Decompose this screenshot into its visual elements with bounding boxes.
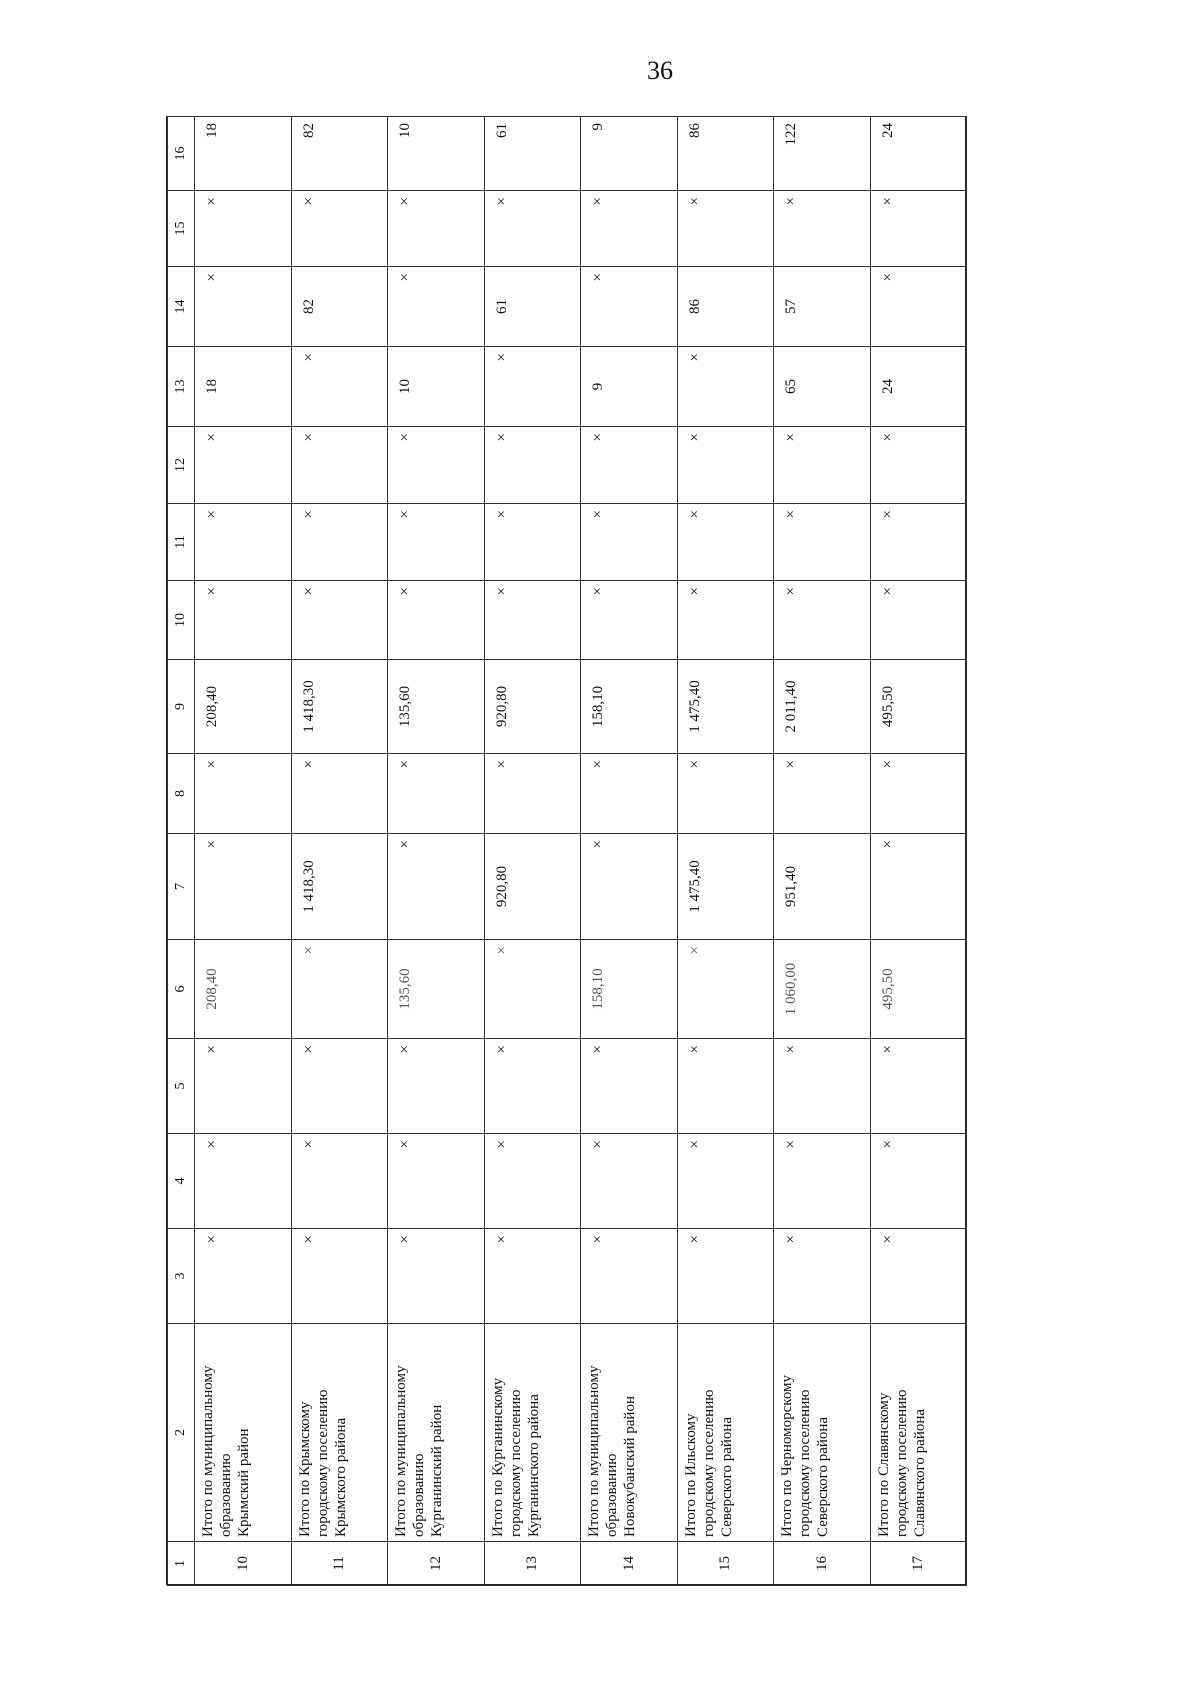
value-cell-col-14: 86	[677, 267, 773, 347]
municipality-name-line: Северского района	[815, 1416, 832, 1537]
value-cell-col-9: 920,80	[484, 660, 580, 754]
value-cell-col-9: 1 418,30	[291, 660, 387, 754]
value-cell-col-7: 1 418,30	[291, 834, 387, 940]
municipality-name-line: городскому поселению	[797, 1389, 814, 1537]
value-cell-col-16: 61	[484, 117, 580, 191]
row-number: 13	[484, 1542, 580, 1586]
value-cell-col-5: ×	[291, 1039, 387, 1134]
value-cell-col-11: ×	[388, 504, 484, 581]
value-cell-col-6: ×	[484, 940, 580, 1039]
value-cell-col-15: ×	[388, 191, 484, 267]
value-cell-col-15: ×	[195, 191, 291, 267]
row-number: 12	[388, 1542, 484, 1586]
municipality-name-line: Курганинский район	[429, 1404, 446, 1537]
municipality-name-line: Итого по Черноморскому	[779, 1374, 796, 1537]
row-number: 14	[581, 1542, 677, 1586]
value-cell-col-10: ×	[870, 581, 966, 660]
value-cell-col-9: 208,40	[195, 660, 291, 754]
value-cell-col-8: ×	[195, 754, 291, 834]
table-row	[195, 117, 291, 1586]
value-cell-col-7: 1 475,40	[677, 834, 773, 940]
value-cell-col-5: ×	[195, 1039, 291, 1134]
value-cell-col-7: ×	[388, 834, 484, 940]
municipality-name-line: Курганинского района	[525, 1394, 542, 1537]
value-cell-col-10: ×	[291, 581, 387, 660]
value-cell-col-12: ×	[195, 427, 291, 504]
value-cell-col-14: ×	[870, 267, 966, 347]
value-cell-col-6: 495,50	[870, 940, 966, 1039]
value-cell-col-10: ×	[388, 581, 484, 660]
municipality-name-line: Северского района	[718, 1416, 735, 1537]
value-cell-col-12: ×	[581, 427, 677, 504]
value-cell-col-14: 57	[774, 267, 870, 347]
value-cell-col-15: ×	[581, 191, 677, 267]
municipality-name-line: Славянского района	[911, 1408, 928, 1537]
row-number: 17	[870, 1542, 966, 1586]
value-cell-col-8: ×	[388, 754, 484, 834]
value-cell-col-4: ×	[195, 1134, 291, 1229]
value-cell-col-9: 1 475,40	[677, 660, 773, 754]
row-number: 11	[291, 1542, 387, 1586]
municipality-name-line: Итого по Курганинскому	[489, 1377, 506, 1537]
value-cell-col-13: ×	[677, 347, 773, 427]
header-cell: 2	[168, 1324, 195, 1542]
value-cell-col-10: ×	[195, 581, 291, 660]
value-cell-col-16: 10	[388, 117, 484, 191]
value-cell-col-6: ×	[677, 940, 773, 1039]
value-cell-col-13: ×	[291, 347, 387, 427]
municipality-name-line: образованию	[604, 1453, 621, 1537]
value-cell-col-6: ×	[291, 940, 387, 1039]
table-row	[581, 117, 677, 1586]
value-cell-col-7: ×	[195, 834, 291, 940]
value-cell-col-3: ×	[291, 1229, 387, 1324]
page-number: 36	[647, 56, 673, 85]
value-cell-col-4: ×	[291, 1134, 387, 1229]
value-cell-col-5: ×	[484, 1039, 580, 1134]
value-cell-col-14: ×	[388, 267, 484, 347]
value-cell-col-10: ×	[677, 581, 773, 660]
municipality-name	[291, 1324, 387, 1542]
header-cell: 3	[168, 1229, 195, 1324]
value-cell-col-11: ×	[774, 504, 870, 581]
value-cell-col-8: ×	[291, 754, 387, 834]
row-number: 10	[195, 1542, 291, 1586]
value-cell-col-4: ×	[870, 1134, 966, 1229]
row-number: 15	[677, 1542, 773, 1586]
value-cell-col-15: ×	[870, 191, 966, 267]
rotated-table-wrapper	[167, 117, 967, 1586]
value-cell-col-16: 122	[774, 117, 870, 191]
value-cell-col-7: ×	[870, 834, 966, 940]
value-cell-col-12: ×	[774, 427, 870, 504]
value-cell-col-16: 24	[870, 117, 966, 191]
value-cell-col-10: ×	[581, 581, 677, 660]
value-cell-col-3: ×	[195, 1229, 291, 1324]
municipality-name-line: Итого по муниципальному	[200, 1365, 217, 1537]
value-cell-col-5: ×	[388, 1039, 484, 1134]
value-cell-col-15: ×	[774, 191, 870, 267]
municipality-name-line: городскому поселению	[893, 1389, 910, 1537]
header-cell: 11	[168, 504, 195, 581]
value-cell-col-4: ×	[774, 1134, 870, 1229]
municipality-name	[581, 1324, 677, 1542]
value-cell-col-8: ×	[484, 754, 580, 834]
value-cell-col-6: 1 060,00	[774, 940, 870, 1039]
municipality-name-line: Итого по Крымскому	[296, 1401, 313, 1537]
value-cell-col-14: ×	[581, 267, 677, 347]
value-cell-col-8: ×	[870, 754, 966, 834]
header-cell: 10	[168, 581, 195, 660]
value-cell-col-3: ×	[774, 1229, 870, 1324]
value-cell-col-16: 86	[677, 117, 773, 191]
value-cell-col-3: ×	[484, 1229, 580, 1324]
value-cell-col-13: ×	[484, 347, 580, 427]
value-cell-col-16: 18	[195, 117, 291, 191]
header-cell: 1	[168, 1542, 195, 1586]
municipality-name	[774, 1324, 870, 1542]
value-cell-col-3: ×	[870, 1229, 966, 1324]
municipality-name-line: Итого по Славянскому	[875, 1392, 892, 1537]
header-cell: 7	[168, 834, 195, 940]
value-cell-col-4: ×	[581, 1134, 677, 1229]
municipality-name-line: Итого по муниципальному	[586, 1365, 603, 1537]
value-cell-col-4: ×	[388, 1134, 484, 1229]
municipality-name-line: Итого по муниципальному	[393, 1365, 410, 1537]
value-cell-col-13: 10	[388, 347, 484, 427]
value-cell-col-9: 135,60	[388, 660, 484, 754]
value-cell-col-14: ×	[195, 267, 291, 347]
value-cell-col-6: 158,10	[581, 940, 677, 1039]
municipality-name-line: образованию	[218, 1453, 235, 1537]
municipality-name-line: Крымский район	[236, 1428, 253, 1537]
value-cell-col-13: 65	[774, 347, 870, 427]
table-row	[291, 117, 387, 1586]
municipality-name	[484, 1324, 580, 1542]
value-cell-col-6: 208,40	[195, 940, 291, 1039]
value-cell-col-11: ×	[291, 504, 387, 581]
value-cell-col-10: ×	[774, 581, 870, 660]
municipality-name-line: городскому поселению	[507, 1389, 524, 1537]
value-cell-col-12: ×	[870, 427, 966, 504]
table-row	[484, 117, 580, 1586]
municipality-name-line: городскому поселению	[700, 1389, 717, 1537]
header-cell: 9	[168, 660, 195, 754]
value-cell-col-5: ×	[677, 1039, 773, 1134]
column-number-header	[168, 117, 195, 1586]
value-cell-col-4: ×	[677, 1134, 773, 1229]
value-cell-col-7: 951,40	[774, 834, 870, 940]
value-cell-col-5: ×	[581, 1039, 677, 1134]
value-cell-col-5: ×	[774, 1039, 870, 1134]
value-cell-col-11: ×	[581, 504, 677, 581]
value-cell-col-9: 158,10	[581, 660, 677, 754]
municipality-name	[870, 1324, 966, 1542]
value-cell-col-8: ×	[774, 754, 870, 834]
value-cell-col-15: ×	[484, 191, 580, 267]
municipality-name	[388, 1324, 484, 1542]
value-cell-col-14: 82	[291, 267, 387, 347]
value-cell-col-7: 920,80	[484, 834, 580, 940]
summary-table	[167, 116, 967, 1586]
value-cell-col-13: 24	[870, 347, 966, 427]
value-cell-col-15: ×	[291, 191, 387, 267]
value-cell-col-12: ×	[388, 427, 484, 504]
table-row	[870, 117, 966, 1586]
value-cell-col-11: ×	[195, 504, 291, 581]
municipality-name-line: Крымского района	[332, 1417, 349, 1537]
header-cell: 12	[168, 427, 195, 504]
value-cell-col-6: 135,60	[388, 940, 484, 1039]
value-cell-col-11: ×	[677, 504, 773, 581]
value-cell-col-12: ×	[677, 427, 773, 504]
municipality-name-line: городскому поселению	[314, 1389, 331, 1537]
municipality-name-line: Новокубанский район	[622, 1396, 639, 1537]
rotated-table-frame	[166, 116, 966, 1585]
value-cell-col-16: 82	[291, 117, 387, 191]
value-cell-col-5: ×	[870, 1039, 966, 1134]
table-row	[677, 117, 773, 1586]
value-cell-col-13: 9	[581, 347, 677, 427]
value-cell-col-10: ×	[484, 581, 580, 660]
value-cell-col-16: 9	[581, 117, 677, 191]
header-cell: 13	[168, 347, 195, 427]
value-cell-col-7: ×	[581, 834, 677, 940]
municipality-name	[677, 1324, 773, 1542]
value-cell-col-13: 18	[195, 347, 291, 427]
header-cell: 8	[168, 754, 195, 834]
value-cell-col-8: ×	[581, 754, 677, 834]
header-cell: 15	[168, 191, 195, 267]
municipality-name-line: Итого по Ильскому	[682, 1413, 699, 1537]
header-cell: 5	[168, 1039, 195, 1134]
row-number: 16	[774, 1542, 870, 1586]
value-cell-col-14: 61	[484, 267, 580, 347]
value-cell-col-3: ×	[677, 1229, 773, 1324]
header-cell: 16	[168, 117, 195, 191]
value-cell-col-4: ×	[484, 1134, 580, 1229]
header-cell: 6	[168, 940, 195, 1039]
municipality-name-line: образованию	[411, 1453, 428, 1537]
municipality-name	[195, 1324, 291, 1542]
table-row	[388, 117, 484, 1586]
value-cell-col-3: ×	[388, 1229, 484, 1324]
header-cell: 14	[168, 267, 195, 347]
value-cell-col-11: ×	[870, 504, 966, 581]
value-cell-col-11: ×	[484, 504, 580, 581]
table-body	[195, 117, 967, 1586]
value-cell-col-15: ×	[677, 191, 773, 267]
value-cell-col-12: ×	[291, 427, 387, 504]
value-cell-col-9: 2 011,40	[774, 660, 870, 754]
value-cell-col-9: 495,50	[870, 660, 966, 754]
value-cell-col-8: ×	[677, 754, 773, 834]
value-cell-col-3: ×	[581, 1229, 677, 1324]
value-cell-col-12: ×	[484, 427, 580, 504]
header-cell: 4	[168, 1134, 195, 1229]
table-row	[774, 117, 870, 1586]
